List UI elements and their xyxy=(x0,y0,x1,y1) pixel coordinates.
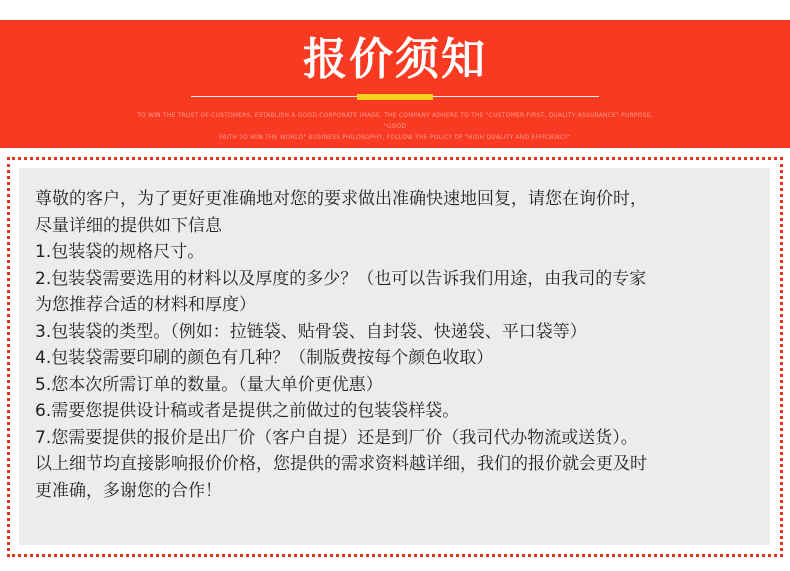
header-banner xyxy=(0,20,790,148)
notice-item-6: 6.需要您提供设计稿或者是提供之前做过的包装袋样袋。 xyxy=(35,401,460,421)
banner-subtitle-line-2: FAITH TO WIN THE WORLD" BUSINESS PHILOSOPHY, FOLLOW THE POLICY OF "HIGH QUALITY AND EFFICIENCY" xyxy=(219,134,571,141)
notice-closing-line-1: 以上细节均直接影响报价价格，您提供的需求资料越详细，我们的报价就会更及时 xyxy=(35,454,647,474)
page-title: 报价须知 xyxy=(303,34,487,85)
notice-intro-line-2: 尽量详细的提供如下信息 xyxy=(35,215,222,236)
notice-item-7: 7.您需要提供的报价是出厂价（客户自提）还是到厂价（我司代办物流或送货）。 xyxy=(35,427,638,448)
notice-item-2: 2.包装袋需要选用的材料以及厚度的多少？（也可以告诉我们用途，由我司的专家 xyxy=(35,268,647,289)
notice-text xyxy=(35,186,755,504)
notice-intro-line-1: 尊敬的客户，为了更好更准确地对您的要求做出准确快速地回复，请您在询价时， xyxy=(35,189,647,209)
notice-item-2-continued: 为您推荐合适的材料和厚度） xyxy=(35,295,256,315)
notice-item-1: 1.包装袋的规格尺寸。 xyxy=(35,242,205,262)
notice-item-3: 3.包装袋的类型。（例如：拉链袋、贴骨袋、自封袋、快递袋、平口袋等） xyxy=(35,321,587,342)
notice-closing-line-2: 更准确，多谢您的合作！ xyxy=(35,480,222,501)
banner-subtitle-line-1: TO WIN THE TRUST OF CUSTOMERS, ESTABLISH A GOOD CORPORATE IMAGE, THE COMPANY ADHERE TO THE "CUSTOMER FIRST, QUALITY ASSURANCE" PURPOSE, "GOOD xyxy=(137,112,653,130)
notice-item-5: 5.您本次所需订单的数量。（量大单价更优惠） xyxy=(35,374,383,395)
title-accent-bar xyxy=(357,94,433,100)
banner-subtitle xyxy=(130,110,660,143)
notice-item-4: 4.包装袋需要印刷的颜色有几种？（制版费按每个颜色收取） xyxy=(35,348,494,368)
